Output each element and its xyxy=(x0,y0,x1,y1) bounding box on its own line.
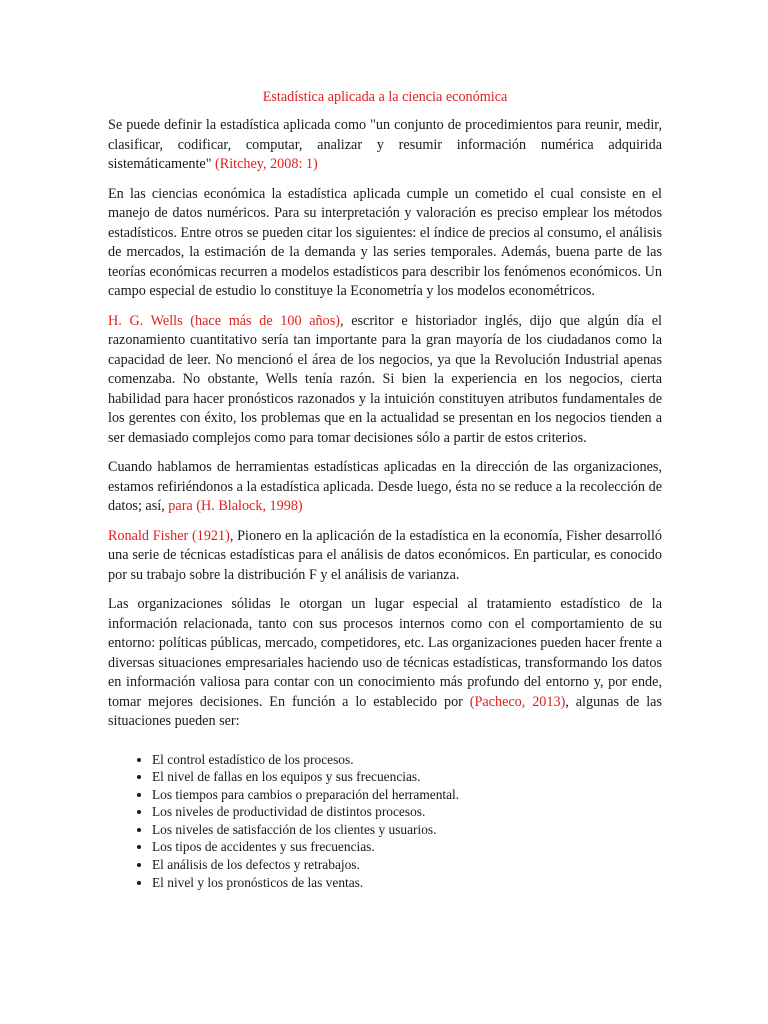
list-item: • El nivel de fallas en los equipos y sus frecuencias. xyxy=(152,768,662,786)
list-item: • Los niveles de productividad de distintos procesos. xyxy=(152,803,662,821)
list-item: • Los tiempos para cambios o preparación del herramental. xyxy=(152,786,662,804)
situations-list xyxy=(108,751,662,892)
citation: (Ritchey, 2008: 1) xyxy=(215,156,318,172)
citation: H. G. Wells (hace más de 100 años) xyxy=(108,312,340,329)
paragraph-fisher xyxy=(108,527,662,586)
citation: (Pacheco, 2013) xyxy=(469,693,566,710)
citation: para (H. Blalock, 1998) xyxy=(168,498,303,514)
paragraph-text-tail: , algunas de las situaciones pueden ser: xyxy=(108,693,663,729)
paragraph-organizations xyxy=(108,595,662,732)
paragraph-text: , Pionero en la aplicación de la estadística en la economía, Fisher desarrolló una serie de técnicas estadísticas para el análisis de datos económicos. En particular, es conocido por su trabajo sobre la distribución F y el análisis de varianza. xyxy=(108,527,662,583)
paragraph-text: Las organizaciones sólidas le otorgan un lugar especial al tratamiento estadístico de la información relacionada, tanto con sus procesos internos como con el comportamiento de su entorno: políticas públicas, mercado, competidores, etc. Las organizaciones pueden hacer frente a diversas situaciones empresariales haciendo uso de técnicas estadísticas, transformando los datos en información valiosa para contar con un conocimiento más profundo del entorno y, por ende, tomar mejores decisiones. En función a lo establecido por xyxy=(108,596,663,710)
document-title: Estadística aplicada a la ciencia económica xyxy=(262,89,508,105)
citation: Ronald Fisher (1921) xyxy=(108,527,230,544)
paragraph-text: , escritor e historiador inglés, dijo que algún día el razonamiento cuantitativo sería tan importante para la gran mayoría de los ciudadanos como la capacidad de leer. No mencionó el área de los negocios, ya que la Revolución Industrial apenas comenzaba. No obstante, Wells tenía razón. Si bien la experiencia en los negocios, cierta habilidad para hacer pronósticos razonados y la intuición constituyen atributos fundamentales de los gerentes con éxito, los problemas que en la actualidad se presentan en los negocios tienden a ser demasiado complejos como para tomar decisiones sólo a partir de estos criterios. xyxy=(108,312,662,446)
paragraph-text: Se puede definir la estadística aplicada como "un conjunto de procedimientos para reunir, medir, clasificar, codificar, computar, analizar y resumir información numérica adquirida sistemáticamente" xyxy=(108,117,662,172)
list-item: • El análisis de los defectos y retrabajos. xyxy=(152,856,662,874)
list-item: • El nivel y los pronósticos de las ventas. xyxy=(152,874,662,892)
paragraph-economics: En las ciencias económica la estadística aplicada cumple un cometido el cual consiste en el manejo de datos numéricos. Para su interpretación y valoración es preciso emplear los métodos estadísticos. Entre otros se pueden citar los siguientes: el índice de precios al consumo, el análisis de mercados, la estimación de la demanda y las series temporales. Además, buena parte de las teorías económicas recurren a modelos estadísticos para describir los fenómenos económicos. Un campo especial de estudio lo constituye la Econometría y los modelos econométricos. xyxy=(108,185,662,299)
paragraph-text: Cuando hablamos de herramientas estadísticas aplicadas en la dirección de las organizaciones, estamos refiriéndonos a la estadística aplicada. Desde luego, ésta no se reduce a la recolección de datos; así, xyxy=(108,459,662,514)
paragraph-tools xyxy=(108,458,662,517)
list-item: • Los niveles de satisfacción de los clientes y usuarios. xyxy=(152,821,662,839)
list-item: • Los tipos de accidentes y sus frecuencias. xyxy=(152,838,662,856)
paragraph-wells xyxy=(108,312,662,449)
list-item: • El control estadístico de los procesos. xyxy=(152,751,662,769)
paragraph-definition xyxy=(108,116,662,175)
